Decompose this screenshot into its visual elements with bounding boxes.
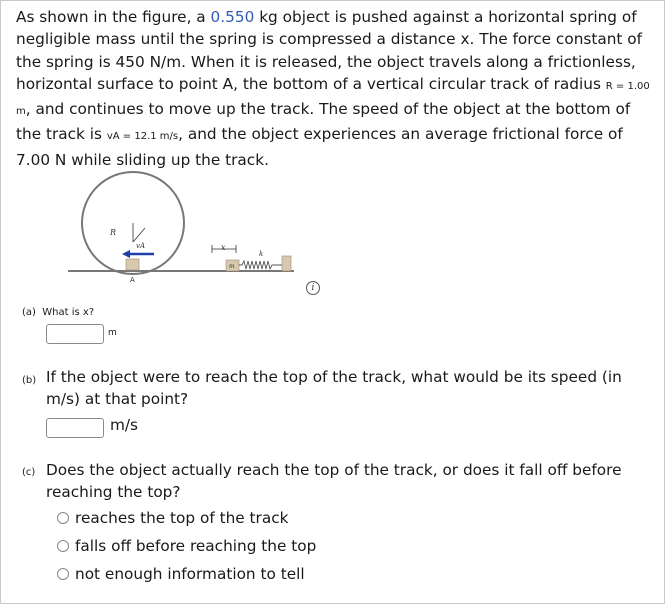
part-b-answer-input[interactable] — [46, 418, 104, 438]
option-falls-off[interactable] — [57, 537, 316, 555]
part-b-label: (b) — [22, 375, 37, 386]
option-label: reaches the top of the track — [75, 509, 289, 527]
point-a-label: A — [130, 276, 135, 284]
x-label: x — [221, 243, 226, 252]
part-a-answer-input[interactable] — [46, 324, 104, 344]
option-label: falls off before reaching the top — [75, 537, 317, 555]
radio-button[interactable] — [57, 512, 69, 524]
wall — [282, 256, 291, 271]
part-c-question: Does the object actually reach the top of the track, or does it fall off before reaching the top? — [46, 461, 622, 502]
radius-line-angled — [133, 228, 145, 242]
part-a-label: (a) What is x? — [22, 307, 95, 318]
part-c-label: (c) — [22, 467, 36, 478]
object-block-at-a — [126, 259, 139, 270]
radius-label: R — [110, 228, 117, 237]
part-b-question: If the object were to reach the top of the track, what would be its speed (in m/s) at that point? — [46, 368, 622, 409]
speed-value: vA = 12.1 m/s — [106, 131, 179, 143]
spring — [239, 261, 282, 269]
part-a-unit: m — [108, 328, 117, 338]
part-a-question: What is x? — [42, 307, 95, 318]
radio-button[interactable] — [57, 540, 69, 552]
spring-constant-label: k — [259, 250, 264, 258]
track-figure — [66, 170, 306, 285]
option-not-enough-info[interactable] — [57, 565, 305, 583]
radius-value: R = 1.00 m — [16, 80, 650, 118]
part-b-unit: m/s — [110, 416, 139, 434]
radio-button[interactable] — [57, 568, 69, 580]
mass-value: 0.550 — [210, 8, 255, 26]
mass-label: m — [229, 263, 235, 270]
problem-text-3: , and continues to move up the track. The speed of the object at the bottom of the track is — [16, 100, 631, 144]
problem-text-4: , and the object experiences an average frictional force of 7.00 N while sliding up the track. — [16, 125, 623, 169]
info-icon[interactable]: i — [306, 281, 320, 295]
velocity-label: vA — [136, 242, 146, 250]
problem-text-2: kg object is pushed against a horizontal spring of negligible mass until the spring is compressed a distance x. The force constant of the spring is 450 N/m. When it is released, the object travels along a frictionless, horizontal surface to point A, the bottom of a vertical circular track of radius — [16, 8, 643, 93]
problem-statement — [16, 6, 656, 171]
velocity-arrowhead — [122, 250, 130, 258]
option-label: not enough information to tell — [75, 565, 305, 583]
option-reaches-top[interactable] — [57, 509, 288, 527]
problem-text-1: As shown in the figure, a — [16, 8, 211, 26]
